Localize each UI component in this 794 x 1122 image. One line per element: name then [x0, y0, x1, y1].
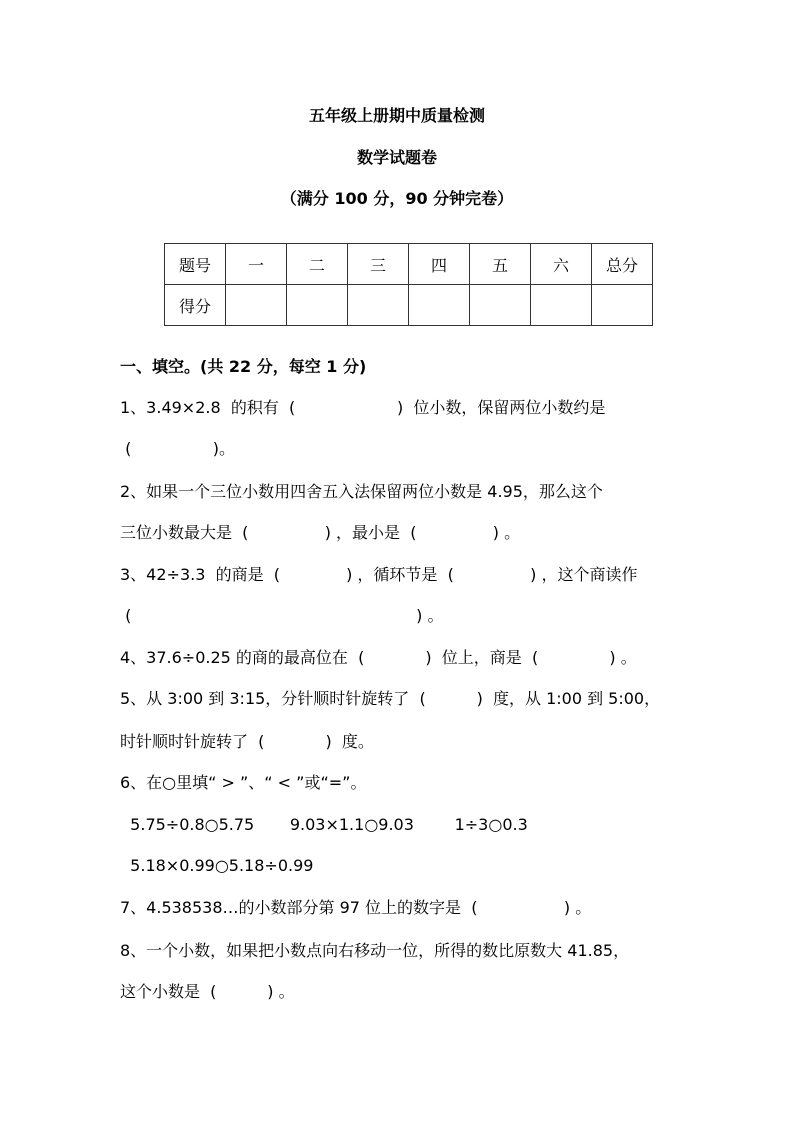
score-table-row-number [165, 244, 653, 285]
table-cell: 题号 [165, 244, 226, 285]
table-cell: 三 [348, 244, 409, 285]
exam-subtitle: 数学试题卷 [356, 148, 437, 167]
score-cell [470, 285, 531, 326]
question-line: 8、一个小数，如果把小数点向右移动一位，所得的数比原数大 41.85， [120, 941, 630, 960]
question-line: 7、4.538538…的小数部分第 97 位上的数字是 ( ) 。 [120, 898, 592, 917]
score-cell [592, 285, 653, 326]
table-cell: 四 [409, 244, 470, 285]
score-cell [287, 285, 348, 326]
score-cell [226, 285, 287, 326]
score-cell [531, 285, 592, 326]
table-cell: 六 [531, 244, 592, 285]
section-heading: 一、填空。(共 22 分，每空 1 分) [120, 357, 367, 376]
table-cell: 得分 [165, 285, 226, 326]
score-table-row-score [165, 285, 653, 326]
question-line: 6、在○里填“ > ”、“ < ”或“=”。 [120, 773, 367, 792]
question-line: ( ) 。 [120, 606, 444, 625]
question-line: ( )。 [120, 439, 235, 458]
question-line: 三位小数最大是 ( ) ，最小是 ( ) 。 [120, 523, 521, 542]
question-line: 5、从 3:00 到 3:15，分针顺时针旋转了 ( ) 度，从 1:00 到 5:00， [120, 689, 661, 708]
question-line: 3、42÷3.3 的商是 ( ) ，循环节是 ( ) ，这个商读作 [120, 565, 638, 584]
question-line: 4、37.6÷0.25 的商的最高位在 ( ) 位上，商是 ( ) 。 [120, 648, 637, 667]
question-line: 2、如果一个三位小数用四舍五入法保留两位小数是 4.95，那么这个 [120, 482, 603, 501]
score-cell [348, 285, 409, 326]
question-line: 1、3.49×2.8 的积有 ( ) 位小数，保留两位小数约是 [120, 398, 606, 417]
table-cell: 总分 [592, 244, 653, 285]
table-cell: 二 [287, 244, 348, 285]
score-cell [409, 285, 470, 326]
table-cell: 五 [470, 244, 531, 285]
question-line: 这个小数是 ( ) 。 [120, 982, 295, 1001]
table-cell: 一 [226, 244, 287, 285]
question-line: 5.18×0.99○5.18÷0.99 [120, 856, 314, 875]
question-line: 时针顺时针旋转了 ( ) 度。 [120, 732, 374, 751]
exam-title: 五年级上册期中质量检测 [308, 106, 485, 125]
score-table [164, 243, 653, 326]
question-line: 5.75÷0.8○5.75 9.03×1.1○9.03 1÷3○0.3 [120, 815, 528, 834]
exam-note: （满分 100 分，90 分钟完卷） [280, 189, 514, 208]
